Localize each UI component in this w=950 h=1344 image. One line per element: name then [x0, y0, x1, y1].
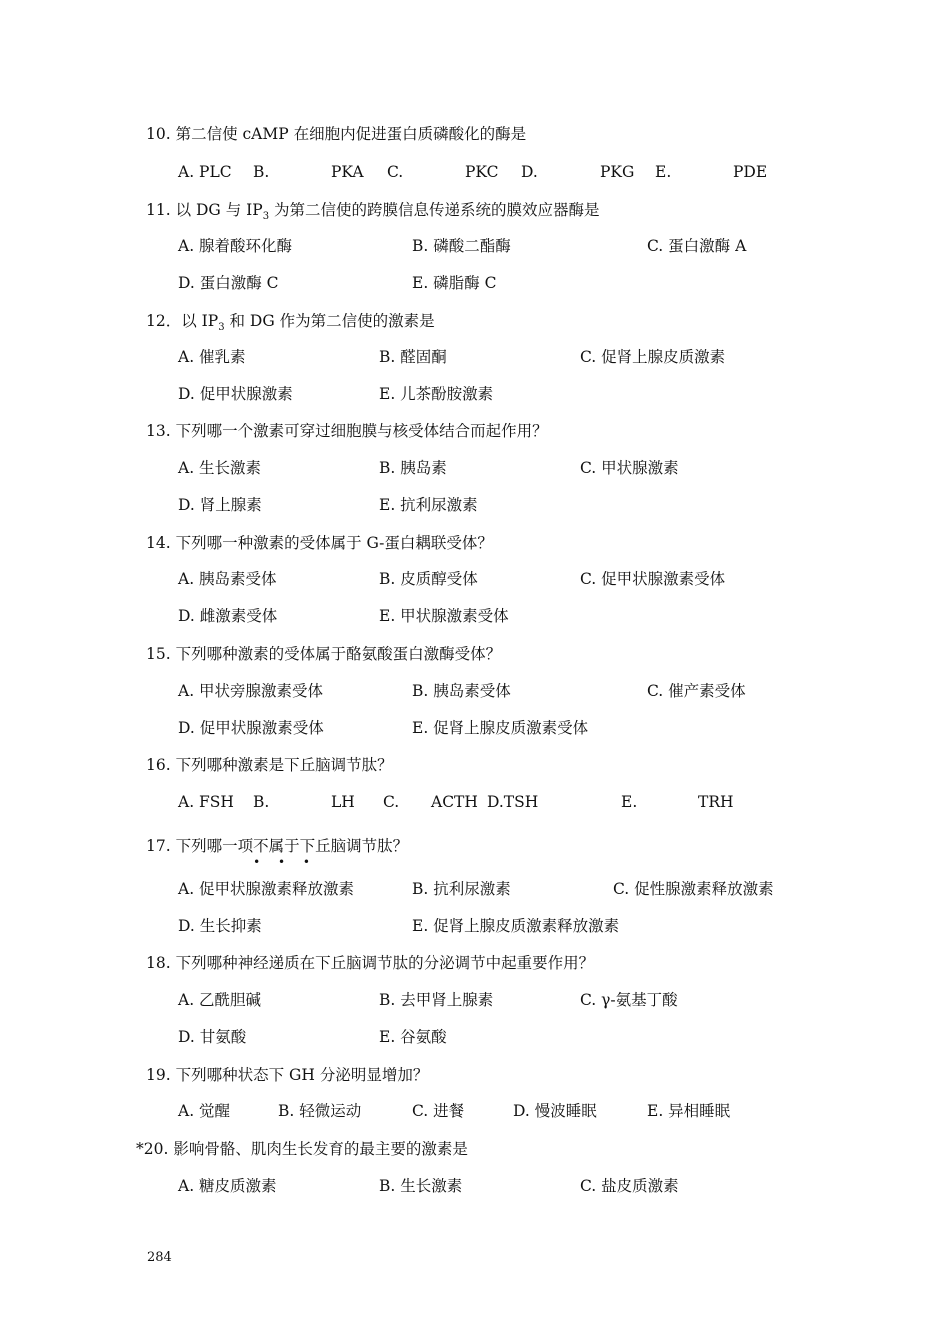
q15-option-a: A. 甲状旁腺激素受体	[178, 682, 324, 700]
q17-emphasis	[253, 837, 317, 869]
question-18-stem: 18. 下列哪种神经递质在下丘脑调节肽的分泌调节中起重要作用？	[146, 954, 595, 972]
question-10-stem: 10. 第二信使 cAMP 在细胞内促进蛋白质磷酸化的酶是	[146, 125, 527, 143]
q11-option-e: E. 磷脂酶 C	[412, 274, 497, 292]
q10-option-a: A. PLC	[178, 163, 232, 181]
emphasis-dots: • • •	[253, 855, 317, 869]
q12-option-c: C. 促肾上腺皮质激素	[580, 348, 726, 366]
q10-option-c-text: PKC	[465, 163, 499, 181]
q18-option-c: C. γ-氨基丁酸	[580, 991, 678, 1009]
q14-option-a: A. 胰岛素受体	[178, 570, 277, 588]
q16-option-b-text: LH	[331, 793, 355, 811]
q11-stem-part2: 为第二信使的跨膜信息传递系统的膜效应器酶是	[269, 201, 600, 219]
q20-option-b: B. 生长激素	[379, 1177, 463, 1195]
q17-option-a: A. 促甲状腺激素释放激素	[178, 880, 355, 898]
q14-option-b: B. 皮质醇受体	[379, 570, 478, 588]
q13-option-e: E. 抗利尿激素	[379, 496, 478, 514]
q17-option-c: C. 促性腺激素释放激素	[613, 880, 774, 898]
q18-option-a: A. 乙酰胆碱	[178, 991, 262, 1009]
q10-option-b-text: PKA	[331, 163, 364, 181]
question-12-stem	[146, 311, 435, 331]
q16-option-d: D.TSH	[487, 793, 539, 811]
q12-stem-part2: 和 DG 作为第二信使的激素是	[224, 312, 435, 330]
q16-option-c-letter: C.	[383, 793, 400, 811]
q13-option-c: C. 甲状腺激素	[580, 459, 679, 477]
q10-option-d-text: PKG	[600, 163, 635, 181]
q17-emphasis-text: 不属于	[253, 837, 300, 855]
question-16-stem: 16. 下列哪种激素是下丘脑调节肽？	[146, 756, 393, 774]
q17-option-b: B. 抗利尿激素	[412, 880, 511, 898]
question-15-stem: 15. 下列哪种激素的受体属于酪氨酸蛋白激酶受体？	[146, 645, 502, 663]
q17-option-d: D. 生长抑素	[178, 917, 262, 935]
question-11-stem	[146, 200, 600, 220]
q17-stem-part2: 下丘脑调节肽？	[299, 837, 409, 855]
q18-option-b: B. 去甲肾上腺素	[379, 991, 494, 1009]
q11-stem-part1: 11. 以 DG 与 IP	[146, 201, 263, 219]
q16-option-e-text: TRH	[698, 793, 734, 811]
q15-option-e: E. 促肾上腺皮质激素受体	[412, 719, 589, 737]
q12-option-d: D. 促甲状腺激素	[178, 385, 293, 403]
page-number: 284	[147, 1250, 172, 1265]
q12-option-a: A. 催乳素	[178, 348, 246, 366]
q10-option-e-text: PDE	[733, 163, 768, 181]
question-19-stem: 19. 下列哪种状态下 GH 分泌明显增加？	[146, 1066, 429, 1084]
q16-option-b-letter: B.	[253, 793, 270, 811]
q11-option-c: C. 蛋白激酶 A	[647, 237, 747, 255]
q11-option-d: D. 蛋白激酶 C	[178, 274, 279, 292]
q19-option-b: B. 轻微运动	[278, 1102, 362, 1120]
question-14-stem: 14. 下列哪一种激素的受体属于 G-蛋白耦联受体？	[146, 534, 493, 552]
q16-option-a: A. FSH	[178, 793, 234, 811]
q20-option-a: A. 糖皮质激素	[178, 1177, 277, 1195]
q12-option-b: B. 醛固酮	[379, 348, 447, 366]
q16-option-e-letter: E.	[621, 793, 638, 811]
q12-subscript: 3	[218, 322, 225, 333]
q19-option-e: E. 异相睡眠	[647, 1102, 731, 1120]
q18-option-e: E. 谷氨酸	[379, 1028, 447, 1046]
q15-option-d: D. 促甲状腺激素受体	[178, 719, 324, 737]
q12-option-e: E. 儿茶酚胺激素	[379, 385, 494, 403]
question-17-stem	[146, 836, 409, 869]
q19-option-c: C. 进餐	[412, 1102, 465, 1120]
question-20-stem: *20. 影响骨骼、肌肉生长发育的最主要的激素是	[136, 1140, 468, 1158]
q13-option-d: D. 肾上腺素	[178, 496, 262, 514]
q19-option-d: D. 慢波睡眠	[513, 1102, 597, 1120]
q10-option-b-letter: B.	[253, 163, 270, 181]
q16-option-c-text: ACTH	[431, 793, 478, 811]
q17-stem-part1: 17. 下列哪一项	[146, 837, 254, 855]
q11-option-b: B. 磷酸二酯酶	[412, 237, 511, 255]
q15-option-c: C. 催产素受体	[647, 682, 746, 700]
question-13-stem: 13. 下列哪一个激素可穿过细胞膜与核受体结合而起作用？	[146, 422, 548, 440]
q13-option-a: A. 生长激素	[178, 459, 262, 477]
q14-option-e: E. 甲状腺激素受体	[379, 607, 509, 625]
q11-option-a: A. 腺着酸环化酶	[178, 237, 293, 255]
q14-option-d: D. 雌激素受体	[178, 607, 278, 625]
q18-option-d: D. 甘氨酸	[178, 1028, 247, 1046]
q14-option-c: C. 促甲状腺激素受体	[580, 570, 726, 588]
q13-option-b: B. 胰岛素	[379, 459, 447, 477]
q19-option-a: A. 觉醒	[178, 1102, 231, 1120]
q10-option-d-letter: D.	[521, 163, 538, 181]
q10-option-c-letter: C.	[387, 163, 404, 181]
q10-option-e-letter: E.	[655, 163, 672, 181]
q20-option-c: C. 盐皮质激素	[580, 1177, 679, 1195]
q15-option-b: B. 胰岛素受体	[412, 682, 511, 700]
q11-subscript: 3	[262, 211, 270, 222]
q17-option-e: E. 促肾上腺皮质激素释放激素	[412, 917, 620, 935]
q12-stem-part1: 12．以 IP	[146, 312, 219, 330]
